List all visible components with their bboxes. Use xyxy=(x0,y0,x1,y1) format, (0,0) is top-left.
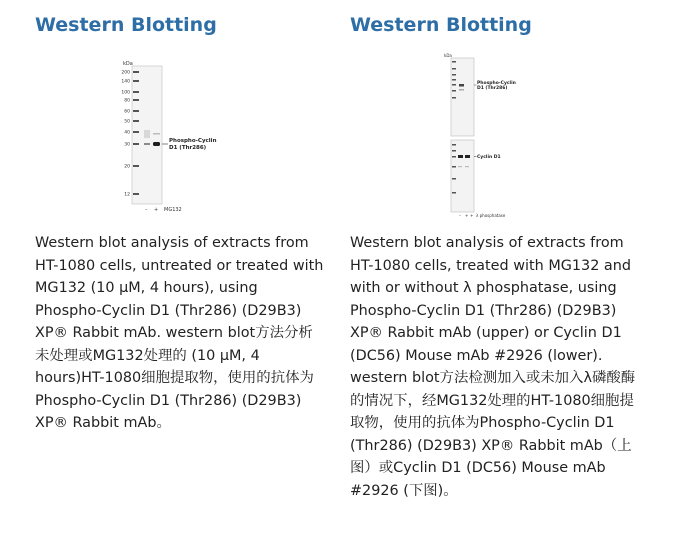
blot-figure xyxy=(110,56,260,216)
figure-caption: Western blot analysis of extracts from HT-1080 cells, treated with MG132 and with or without λ phosphatase, using Phospho-Cyclin D1 (Thr286) (D29B3) XP® Rabbit mAb (upper) or Cyclin D1 (DC56) Mouse mAb #2926 (lower). western blot方法检测加入或未加入λ磷酸酶的情况下，经MG132处理的HT-1080细胞提取物，使用的抗体为Phospho-Cyclin D1 (Thr286) (D29B3) XP® Rabbit mAb（上图）或Cyclin D1 (DC56) Mouse mAb #2926 (下图)。 xyxy=(350,235,636,499)
marker-label: 20 xyxy=(124,164,130,170)
lane-label: + xyxy=(470,213,474,218)
marker-label: 50 xyxy=(124,119,130,125)
lane-label: – xyxy=(459,213,461,218)
band-label: Phospho-Cyclin xyxy=(169,138,217,144)
marker-label: 30 xyxy=(124,142,130,148)
marker-label: 100 xyxy=(121,90,130,96)
western-blot-image xyxy=(110,56,260,216)
marker-label: 40 xyxy=(124,130,130,136)
western-blot-image xyxy=(435,52,545,220)
marker-label: 80 xyxy=(124,98,130,104)
kda-label: kDa xyxy=(123,61,133,67)
band-label: D1 (Thr286) xyxy=(169,145,207,151)
lane-label: + xyxy=(465,213,469,218)
kda-label: kDa xyxy=(444,53,452,58)
lane-label: – xyxy=(145,207,148,213)
section-heading: Western Blotting xyxy=(35,14,217,36)
section-heading: Western Blotting xyxy=(350,14,532,36)
band-label: Cyclin D1 xyxy=(477,155,501,160)
marker-label: 60 xyxy=(124,109,130,115)
blot-figure xyxy=(435,52,545,220)
marker-label: 12 xyxy=(124,192,130,198)
treatment-label: MG132 xyxy=(164,207,182,213)
marker-label: 200 xyxy=(121,70,130,76)
band-label: Phospho-Cyclin xyxy=(477,81,516,86)
band-label: D1 (Thr286) xyxy=(477,86,508,91)
marker-label: 140 xyxy=(121,79,130,85)
treatment-label: λ phosphatase xyxy=(476,213,506,218)
figure-caption: Western blot analysis of extracts from HT-1080 cells, untreated or treated with MG132 (10 µM, 4 hours), using Phospho-Cyclin D1 (Thr286) (D29B3) XP® Rabbit mAb. western blot方法分析未处理或MG132处理的 (10 µM, 4 hours)HT-1080细胞提取物，使用的抗体为Phospho-Cyclin D1 (Thr286) (D29B3) XP® Rabbit mAb。 xyxy=(35,235,324,431)
lane-label: + xyxy=(154,207,159,213)
